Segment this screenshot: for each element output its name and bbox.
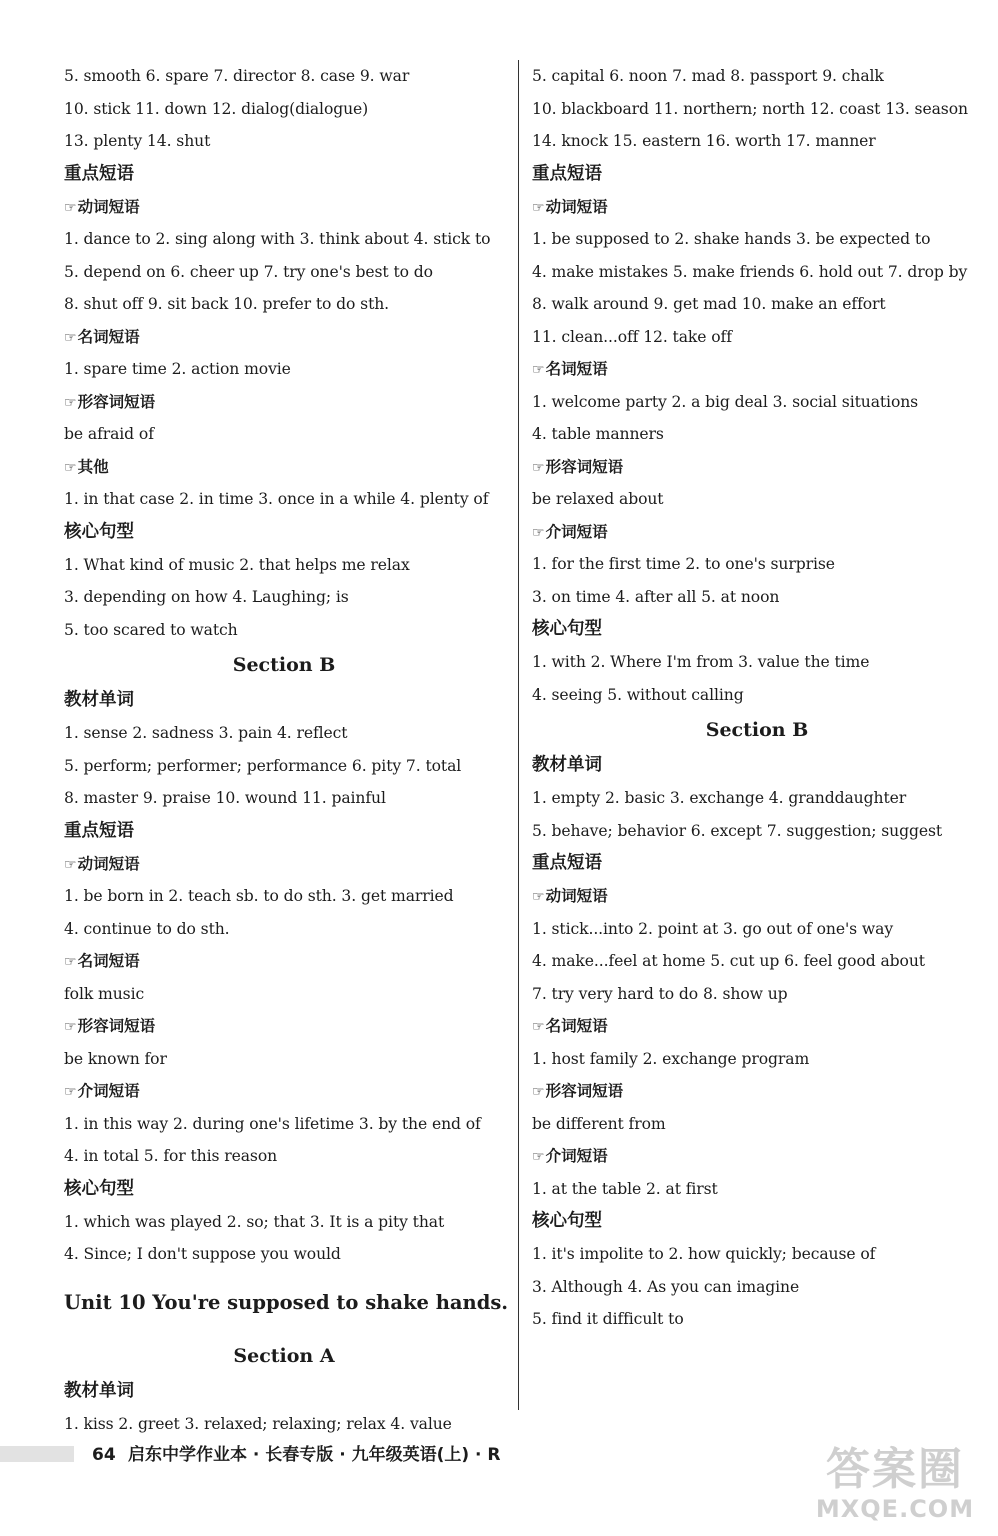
answer-line: 5. too scared to watch — [64, 620, 238, 639]
answer-line: 8. walk around 9. get mad 10. make an effort — [532, 295, 886, 313]
subcategory-label: 介词短语 — [545, 1147, 608, 1165]
answer-line: 1. empty 2. basic 3. exchange 4. granddaughter — [532, 789, 907, 807]
category-heading: 教材单词 — [64, 1380, 134, 1401]
answer-line: 1. it's impolite to 2. how quickly; because of — [532, 1245, 876, 1263]
answer-line: 1. with 2. Where I'm from 3. value the time — [532, 653, 870, 671]
answer-line: 1. at the table 2. at first — [532, 1179, 718, 1198]
subcategory-heading — [532, 1010, 982, 1043]
answer-line: 1. be born in 2. teach sb. to do sth. 3. get married — [64, 887, 454, 905]
answer-line: be relaxed about — [532, 490, 664, 508]
subcategory-heading — [64, 321, 504, 354]
answer-line: be known for — [64, 1049, 167, 1068]
subcategory-label: 名词短语 — [77, 327, 140, 346]
answer-line: 4. Since; I don't suppose you would — [64, 1245, 341, 1263]
answer-line: 4. make...feel at home 5. cut up 6. feel good about — [532, 952, 925, 970]
subcategory-heading — [532, 880, 982, 913]
pointing-hand-icon: ☞ — [532, 459, 545, 476]
answer-line: 1. be supposed to 2. shake hands 3. be expected to — [532, 230, 931, 248]
section-title: Section B — [705, 719, 809, 741]
right-column — [532, 60, 982, 1336]
footer-bar — [0, 1446, 74, 1462]
page-number: 64 — [92, 1445, 116, 1465]
pointing-hand-icon: ☞ — [532, 1019, 545, 1035]
subcategory-label: 动词短语 — [545, 197, 608, 216]
subcategory-heading — [64, 386, 504, 419]
answer-line: 1. sense 2. sadness 3. pain 4. reflect — [64, 724, 348, 742]
answer-line: 13. plenty 14. shut — [64, 132, 211, 150]
answer-line: 7. try very hard to do 8. show up — [532, 984, 788, 1003]
subcategory-label: 其他 — [77, 457, 109, 476]
category-heading: 重点短语 — [64, 163, 134, 184]
answer-line: 5. perform; performer; performance 6. pity 7. total — [64, 756, 462, 775]
watermark-text: 答案圈 — [826, 1444, 964, 1495]
answer-line: be afraid of — [64, 425, 154, 443]
category-heading: 重点短语 — [64, 820, 134, 841]
pointing-hand-icon: ☞ — [532, 1149, 545, 1165]
answer-line: 4. make mistakes 5. make friends 6. hold out 7. drop by — [532, 262, 968, 281]
answer-line: 1. welcome party 2. a big deal 3. social situations — [532, 392, 919, 411]
answer-line: 3. Although 4. As you can imagine — [532, 1277, 800, 1296]
subcategory-label: 动词短语 — [77, 854, 140, 873]
pointing-hand-icon: ☞ — [532, 524, 545, 541]
answer-line: 4. in total 5. for this reason — [64, 1147, 278, 1165]
answer-line: 1. in that case 2. in time 3. once in a while 4. plenty of — [64, 490, 489, 508]
answer-line: 4. continue to do sth. — [64, 919, 230, 938]
answer-line: 1. What kind of music 2. that helps me relax — [64, 555, 410, 574]
answer-line: folk music — [64, 984, 145, 1003]
pointing-hand-icon: ☞ — [64, 856, 77, 873]
subcategory-label: 动词短语 — [77, 197, 140, 216]
subcategory-label: 名词短语 — [545, 1017, 608, 1035]
answer-line: 4. table manners — [532, 425, 664, 443]
category-heading: 教材单词 — [64, 690, 134, 710]
pointing-hand-icon: ☞ — [64, 394, 77, 411]
subcategory-label: 介词短语 — [77, 1082, 140, 1100]
subcategory-heading — [64, 945, 504, 978]
subcategory-heading — [64, 451, 504, 484]
answer-line: 3. depending on how 4. Laughing; is — [64, 588, 349, 606]
section-title: Section A — [233, 1344, 335, 1367]
pointing-hand-icon: ☞ — [532, 362, 545, 378]
answer-line: 5. behave; behavior 6. except 7. suggestion; suggest — [532, 821, 943, 840]
category-heading: 重点短语 — [532, 853, 602, 873]
subcategory-heading — [64, 191, 504, 224]
subcategory-label: 名词短语 — [77, 952, 140, 970]
left-column — [64, 60, 509, 1440]
subcategory-heading — [64, 1010, 504, 1043]
answer-line: 1. for the first time 2. to one's surprise — [532, 555, 835, 573]
subcategory-heading — [532, 191, 982, 224]
answer-line: 10. stick 11. down 12. dialog(dialogue) — [64, 99, 369, 118]
answer-line: 8. shut off 9. sit back 10. prefer to do sth. — [64, 295, 390, 313]
book-title: 启东中学作业本 · 长春专版 · 九年级英语(上) · R — [128, 1445, 501, 1465]
subcategory-heading — [532, 516, 982, 549]
answer-line: 5. find it difficult to — [532, 1310, 684, 1328]
answer-line: 8. master 9. praise 10. wound 11. painful — [64, 789, 386, 807]
category-heading: 教材单词 — [532, 755, 602, 775]
pointing-hand-icon: ☞ — [532, 1084, 545, 1100]
answer-line: 5. capital 6. noon 7. mad 8. passport 9. chalk — [532, 67, 884, 85]
category-heading: 核心句型 — [64, 1178, 134, 1199]
pointing-hand-icon: ☞ — [64, 199, 77, 216]
answer-line: 14. knock 15. eastern 16. worth 17. manner — [532, 132, 876, 150]
answer-line: 1. spare time 2. action movie — [64, 360, 291, 378]
column-divider — [518, 60, 519, 1410]
pointing-hand-icon: ☞ — [64, 1019, 77, 1035]
subcategory-label: 形容词短语 — [545, 1082, 624, 1100]
answer-line: 5. depend on 6. cheer up 7. try one's best to do — [64, 262, 433, 281]
subcategory-heading — [532, 451, 982, 484]
answer-line: 11. clean...off 12. take off — [532, 327, 732, 346]
answer-line: 1. which was played 2. so; that 3. It is a pity that — [64, 1212, 445, 1231]
subcategory-heading — [532, 1140, 982, 1173]
answer-line: 1. host family 2. exchange program — [532, 1049, 810, 1068]
pointing-hand-icon: ☞ — [64, 1084, 77, 1100]
subcategory-heading — [64, 848, 504, 881]
pointing-hand-icon: ☞ — [532, 199, 545, 216]
watermark-url: MXQE.COM — [815, 1495, 975, 1523]
answer-line: 1. stick...into 2. point at 3. go out of one's way — [532, 919, 894, 938]
answer-line: 10. blackboard 11. northern; north 12. coast 13. season — [532, 99, 968, 118]
unit-title: Unit 10 You're supposed to shake hands. — [64, 1290, 509, 1314]
subcategory-label: 形容词短语 — [77, 392, 156, 411]
subcategory-heading — [532, 353, 982, 386]
answer-line: be different from — [532, 1114, 666, 1133]
subcategory-label: 形容词短语 — [545, 457, 624, 476]
subcategory-label: 形容词短语 — [77, 1017, 156, 1035]
category-heading: 核心句型 — [532, 1211, 602, 1231]
answer-line: 1. dance to 2. sing along with 3. think about 4. stick to — [64, 230, 491, 248]
subcategory-label: 名词短语 — [545, 360, 608, 378]
pointing-hand-icon: ☞ — [64, 459, 77, 476]
category-heading: 核心句型 — [532, 619, 602, 639]
subcategory-heading — [532, 1075, 982, 1108]
category-heading: 重点短语 — [532, 163, 602, 184]
answer-line: 1. in this way 2. during one's lifetime 3. by the end of — [64, 1114, 481, 1133]
answer-line: 4. seeing 5. without calling — [532, 685, 744, 704]
pointing-hand-icon: ☞ — [64, 954, 77, 970]
section-title: Section B — [232, 654, 336, 676]
answer-line: 3. on time 4. after all 5. at noon — [532, 587, 780, 606]
pointing-hand-icon: ☞ — [64, 329, 77, 346]
answer-line: 5. smooth 6. spare 7. director 8. case 9. war — [64, 67, 410, 85]
answer-line: 1. kiss 2. greet 3. relaxed; relaxing; relax 4. value — [64, 1414, 452, 1433]
subcategory-heading — [64, 1075, 504, 1108]
category-heading: 核心句型 — [64, 521, 134, 542]
watermark-logo — [800, 1445, 990, 1530]
pointing-hand-icon: ☞ — [532, 889, 545, 905]
subcategory-label: 介词短语 — [545, 522, 608, 541]
subcategory-label: 动词短语 — [545, 887, 608, 905]
